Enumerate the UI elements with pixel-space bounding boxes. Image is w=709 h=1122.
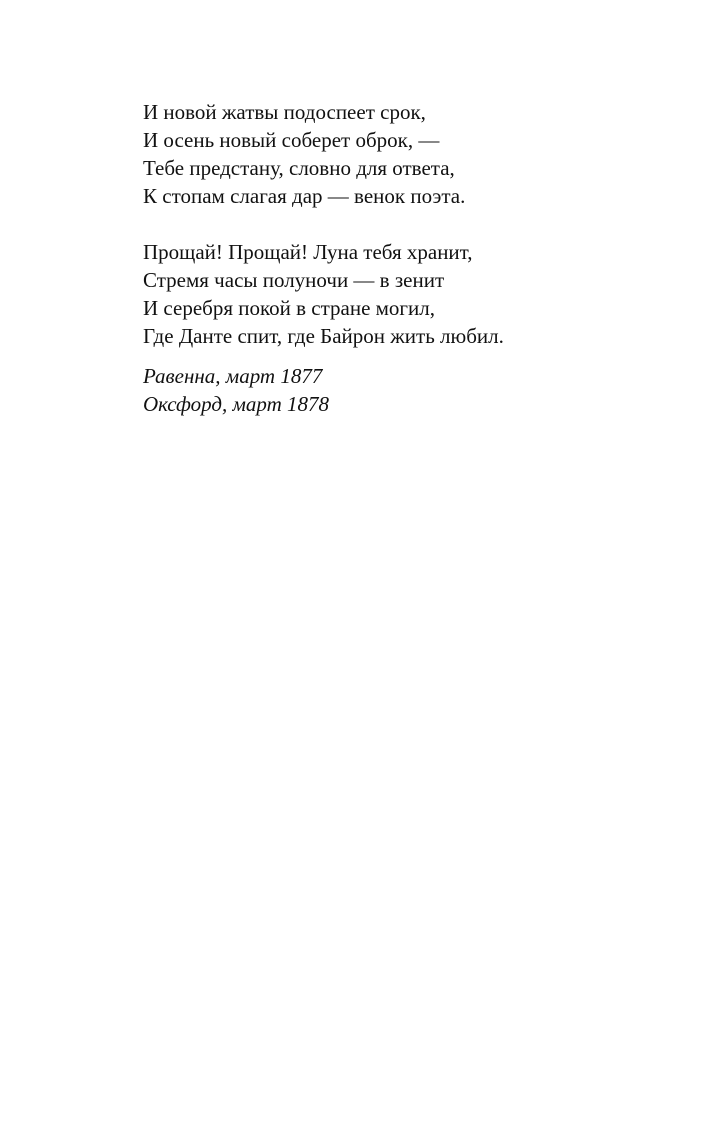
stanza-1	[143, 98, 504, 210]
signature-line: Оксфорд, март 1878	[143, 392, 330, 416]
verse-line: Прощай! Прощай! Луна тебя хранит,	[143, 240, 473, 264]
verse-line: Стремя часы полуночи — в зенит	[143, 268, 445, 292]
stanza-2	[143, 238, 504, 350]
verse-line: И серебря покой в стране могил,	[143, 296, 436, 320]
verse-line: И осень новый соберет оброк, —	[143, 128, 440, 152]
signature-line: Равенна, март 1877	[143, 364, 323, 388]
verse-line: Где Данте спит, где Байрон жить любил.	[143, 324, 504, 348]
verse-line: И новой жатвы подоспеет срок,	[143, 100, 426, 124]
verse-line: К стопам слагая дар — венок поэта.	[143, 184, 466, 208]
place-date-signature	[143, 362, 504, 418]
verse-line: Тебе предстану, словно для ответа,	[143, 156, 455, 180]
poem	[143, 98, 504, 418]
